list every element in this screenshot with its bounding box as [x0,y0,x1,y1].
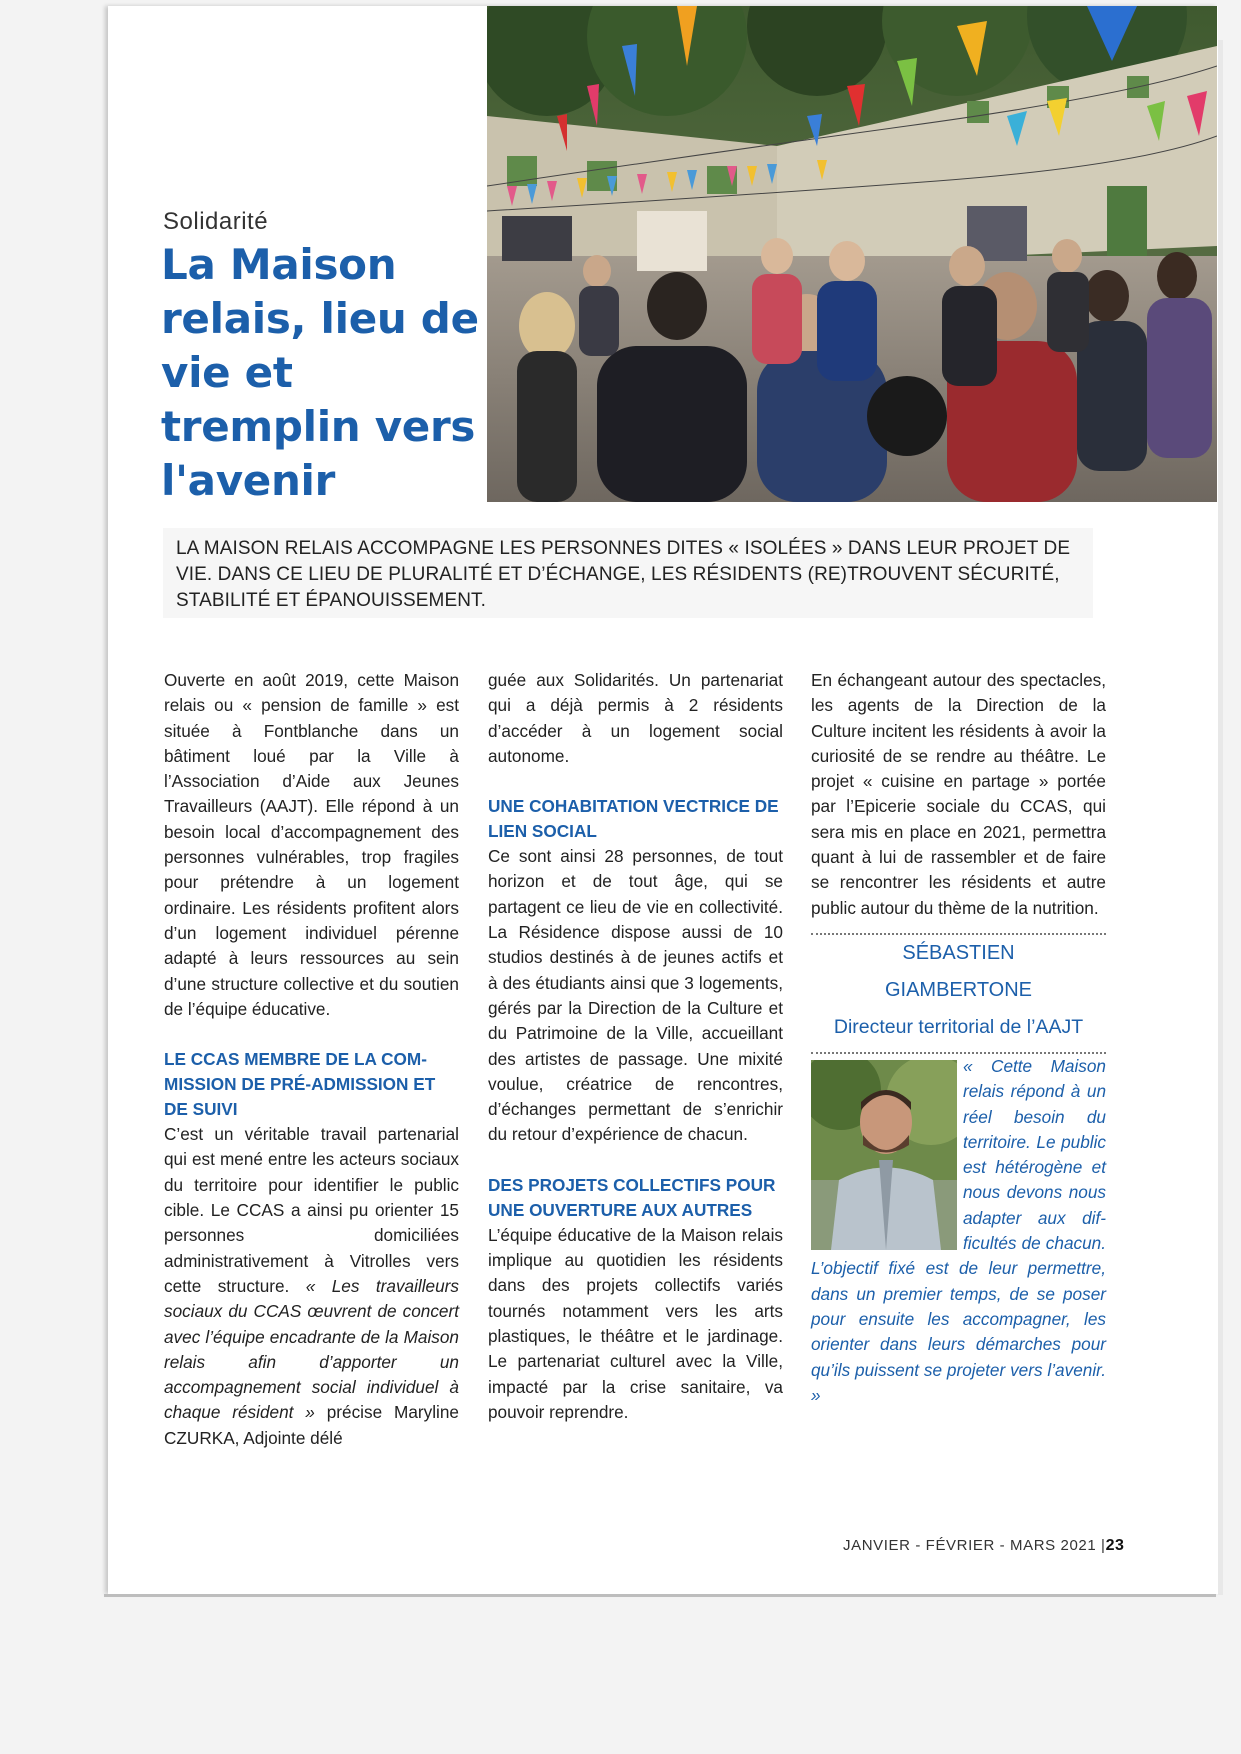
signature-role: Directeur territorial de l’AAJT [833,1015,1084,1038]
paragraph: L’équipe éducative de la Maison relais implique au quotidien les résidents dans des projets collectifs variés tournés notamment vers les arts plastiques, le théâtre et le jardinage. Le partenariat culturel avec la Ville, impacté par la crise sanitaire, va pouvoir reprendre. [488,1224,783,1422]
subheading: DES PROJETS COLLECTIFS POUR UNE OUVERTURE AUX AUTRES [488,1174,776,1220]
quote-text: « Les travailleurs sociaux du CCAS œuvrent de concert avec l’équipe encadrante de la Maison relais afin d’apporter un accompagnement social individuel à chaque résident » [164,1275,459,1423]
text-column-2 [488,668,783,1425]
page-footer [843,1537,1125,1555]
page-number: 23 [1105,1537,1125,1554]
interview-quote-block [811,1054,1106,1408]
subheading: LE CCAS MEMBRE DE LA COMMISSION DE PRÉ-ADMISSION ET DE SUIVI [164,1049,436,1120]
paragraph: Ce sont ainsi 28 personnes, de tout horizon et de tout âge, qui se partagent ce lieu de vie en collectivité. La Résidence dispose aussi de 10 studios destinés à de jeunes actifs et à des étudiants ainsi que 3 logements, gérés par la Direction de la Culture et du Patrimoine de la Ville, accueillant des artistes de passage. Une mixité voulue, créatrice de rencontres, d’échanges permettant de s’enrichir du retour d’expérience de chacun. [488,846,783,1145]
signature-name [811,935,1106,1046]
page-bottom-edge [104,1594,1216,1597]
paragraph-text: C’est un véritable travail partenarial qui est mené entre les acteurs sociaux du territoire pour identifier le public cible. Le CCAS a ainsi pu orienter 15 personnes domiciliées administrativement à Vitrolles vers cette structure. [164,1124,459,1296]
signature-first-name: SÉBASTIEN [902,941,1015,964]
paragraph: Ouverte en août 2019, cette Maison relais ou « pension de famille » est située à Fontblanche dans un bâtiment loué par la Ville à l’Association d’Aide aux Jeunes Travailleurs (AAJT). Elle répond à un besoin local d’accompagnement des personnes vulnérables, trop fragiles pour prétendre à un logement ordinaire. Les résidents profitent alors d’un logement individuel pérenne adapté à leurs ressources au sein d’une structure collective et du soutien de l’équipe éducative. [164,670,459,1019]
signature-last-name: GIAMBERTONE [884,978,1033,1001]
section-rubric: Solidarité [163,208,269,235]
paragraph-text: précise Maryline CZURKA, Adjointe délé [164,1402,459,1448]
article-headline: La Maison relais, lieu de vie et tremplin vers l'avenir [161,240,479,505]
issue-label: JANVIER - FÉVRIER - MARS 2021 | [843,1537,1106,1554]
paragraph [164,1122,459,1451]
text-column-3 [811,668,1106,1408]
paragraph: En échangeant autour des spectacles, les agents de la Direction de la Culture incitent les résidents à avoir la curiosité de se rendre au théâtre. Le projet « cuisine en partage » portée par l’Epicerie sociale du CCAS, qui sera mis en place en 2021, permettra quant à lui de rassembler et de faire se rencontrer les résidents et autre public autour du thème de la nutrition. [811,670,1106,918]
event-photo [487,6,1217,502]
paragraph: guée aux Solidarités. Un partenariat qui a déjà permis à 2 résidents d’accéder à un logement social autonome. [488,670,783,766]
portrait-photo [811,1060,957,1250]
article-lede: LA MAISON RELAIS ACCOMPAGNE LES PERSONNES DITES « ISOLÉES » DANS LEUR PROJET DE VIE. DANS CE LIEU DE PLURALITÉ ET D’ÉCHANGE, LES RÉSIDENTS (RE)TROUVENT SÉCURITÉ, STABILITÉ ET ÉPANOUISSEMENT. [176,538,1071,611]
text-column-1 [164,668,459,1451]
interview-quote: « Cette Maison relais répond à un réel besoin du territoire. Le public est hétérogène et nous devons nous adapter aux difficultés de chacun. L’objectif fixé est de leur permettre, dans un premier temps, de se poser pour ensuite les accompagner, les orienter dans leurs démarches pour qu’ils puissent se projeter vers l’avenir. » [811,1055,1106,1405]
page-edge [1218,40,1223,1595]
subheading: UNE COHABITATION VECTRICE DE LIEN SOCIAL [488,796,779,842]
